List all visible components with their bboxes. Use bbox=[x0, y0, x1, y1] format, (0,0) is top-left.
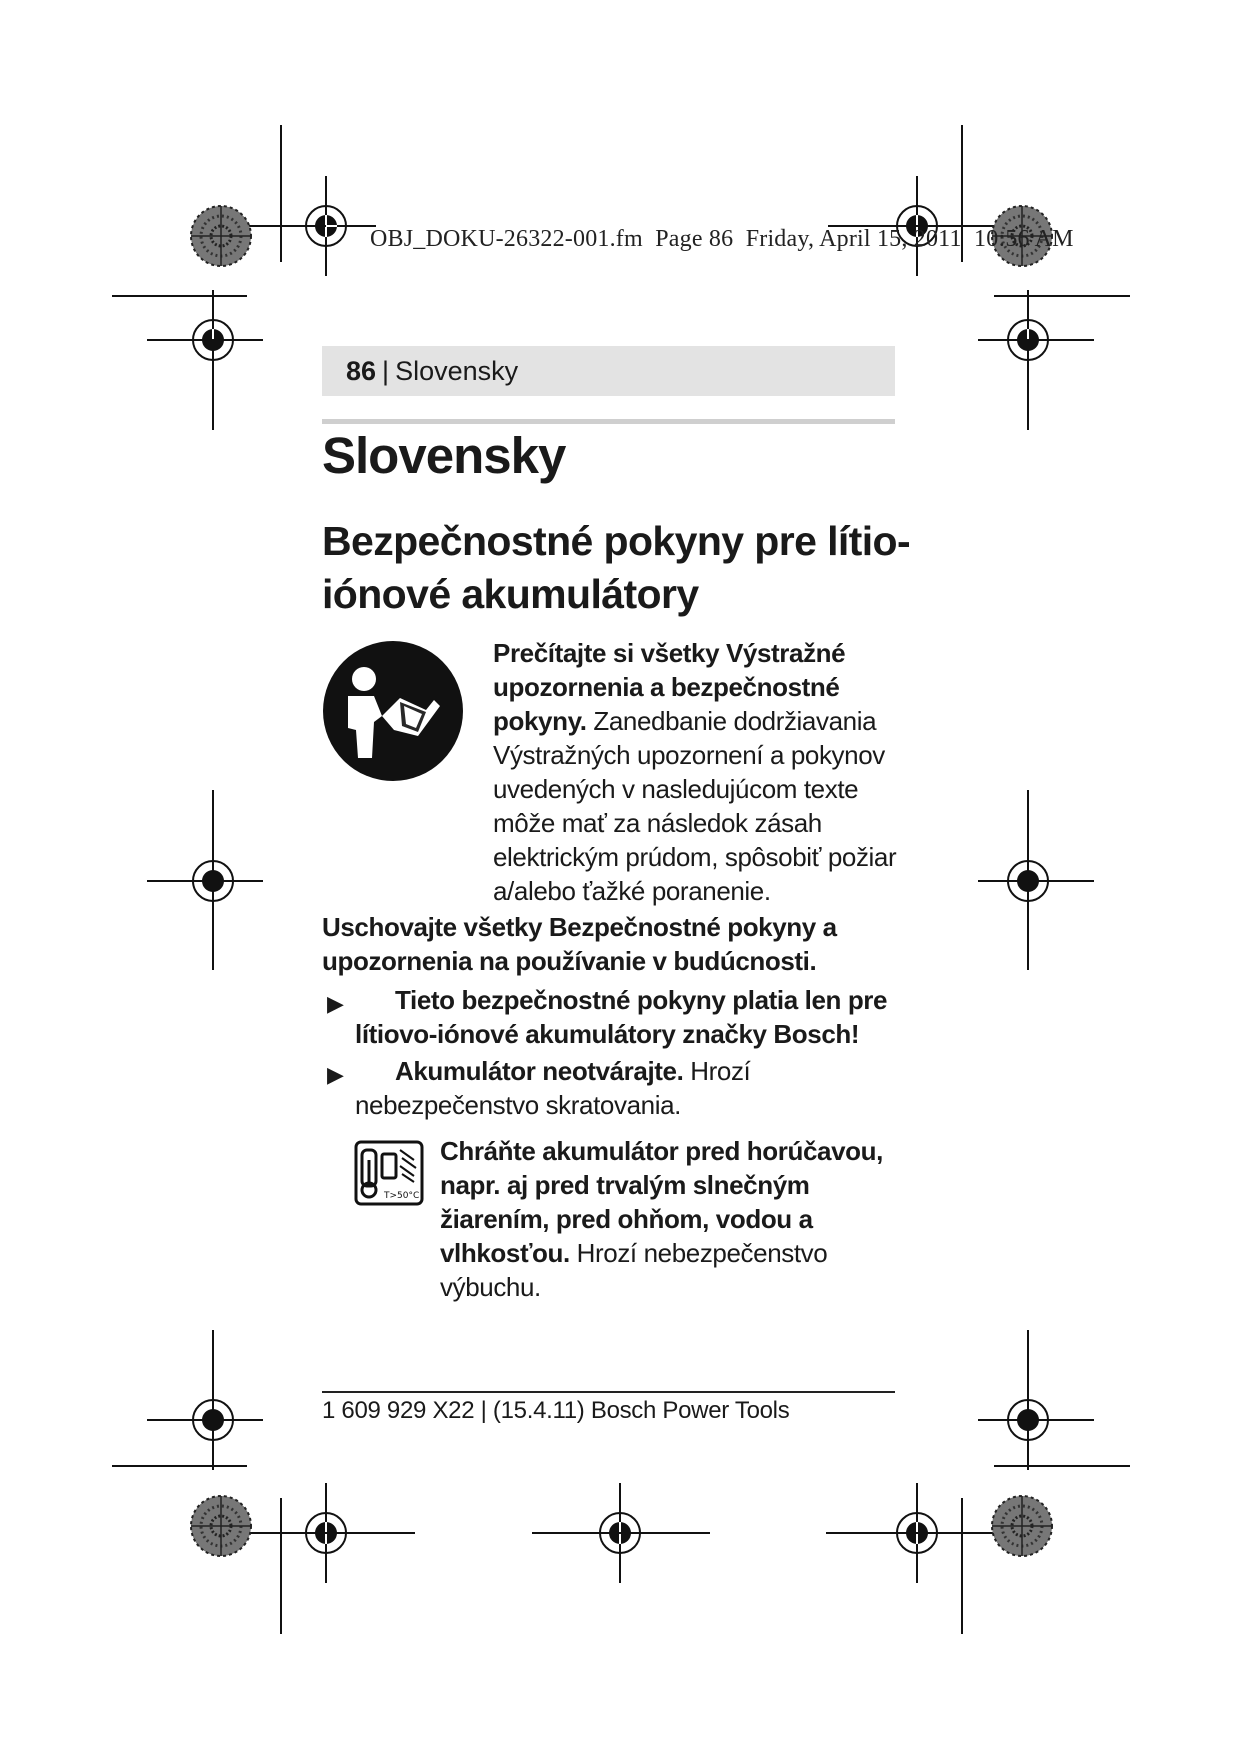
file-slug: OBJ_DOKU-26322-001.fm Page 86 Friday, April 15, 2011 10:56 AM bbox=[370, 226, 1074, 252]
read-warning-text: Zanedbanie dodržiavania Výstražných upozornení a pokynov uvedených v nasledujúcom texte môže mať za následok zásah elektrickým prúdom, spôsobiť požiar a/alebo ťažké poranenie. bbox=[493, 706, 897, 906]
heat-warning-text: Hrozí nebezpečenstvo výbuchu. bbox=[440, 1238, 828, 1302]
bullet-item bbox=[322, 1054, 922, 1122]
bullet-arrow-icon: ▶ bbox=[327, 991, 344, 1016]
page-title: Slovensky bbox=[322, 427, 566, 484]
heat-warning-bold: Chráňte akumulátor pred horúčavou, napr. aj pred trvalým slnečným žiarením, pred ohňom, vodou a vlhkosťou. bbox=[440, 1136, 883, 1268]
header-separator: | bbox=[382, 355, 390, 386]
section-subtitle: Bezpečnostné pokyny pre lítio-iónové akumulátory bbox=[322, 518, 910, 617]
heat-warning-icon bbox=[354, 1140, 424, 1206]
read-warning-bold: Prečítajte si všetky Výstražné upozornenia a bezpečnostné pokyny. bbox=[493, 638, 846, 736]
keep-instructions: Uschovajte všetky Bezpečnostné pokyny a upozornenia na používanie v budúcnosti. bbox=[322, 912, 837, 976]
header-section: Slovensky bbox=[395, 355, 519, 386]
page-footer: 1 609 929 X22 | (15.4.11) Bosch Power Tools bbox=[322, 1397, 790, 1424]
bullet-bold: Akumulátor neotvárajte. bbox=[395, 1056, 684, 1086]
heat-icon-label: T>50°C bbox=[384, 1191, 420, 1201]
heat-warning bbox=[440, 1134, 910, 1304]
page-header bbox=[322, 346, 895, 396]
footer-rule bbox=[322, 1391, 895, 1393]
bullet-text: Hrozí nebezpečenstvo skratovania. bbox=[355, 1056, 751, 1120]
bullet-arrow-icon: ▶ bbox=[327, 1062, 344, 1087]
header-rule bbox=[322, 419, 895, 424]
read-manual-icon bbox=[322, 640, 464, 782]
page-number: 86 bbox=[346, 355, 377, 386]
bullet-item bbox=[322, 983, 922, 1051]
read-warning bbox=[493, 636, 913, 908]
bullet-bold: Tieto bezpečnostné pokyny platia len pre lítiovo-iónové akumulátory značky Bosch! bbox=[355, 985, 888, 1049]
